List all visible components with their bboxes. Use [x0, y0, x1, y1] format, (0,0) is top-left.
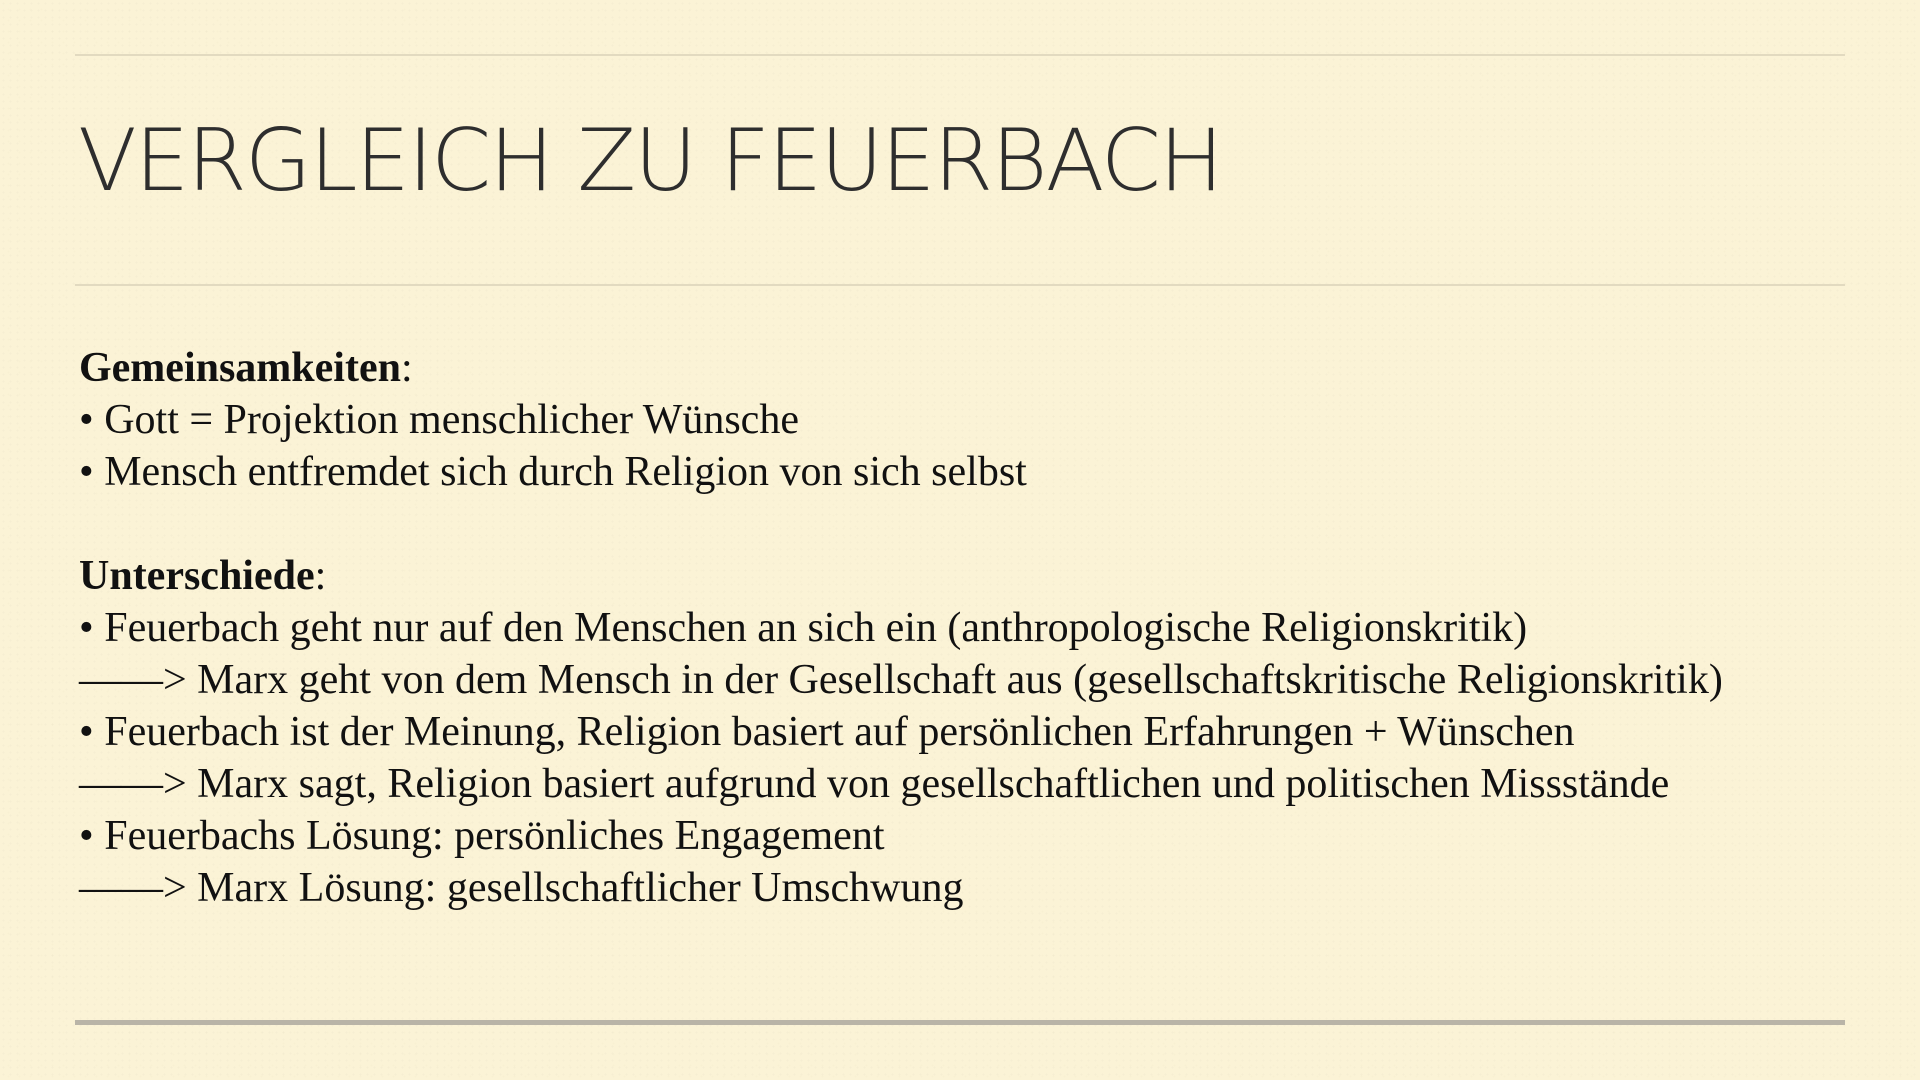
heading-colon: :	[314, 553, 327, 599]
slide-body	[79, 342, 1879, 914]
list-item: • Feuerbachs Lösung: persönliches Engagement	[79, 813, 885, 859]
list-item: ——> Marx sagt, Religion basiert aufgrund von gesellschaftlichen und politischen Missstände	[79, 761, 1670, 807]
list-item: • Feuerbach ist der Meinung, Religion basiert auf persönlichen Erfahrungen + Wünschen	[79, 709, 1575, 755]
bottom-divider	[75, 1020, 1845, 1025]
slide-title: VERGLEICH ZU FEUERBACH	[78, 111, 1222, 211]
list-item: • Mensch entfremdet sich durch Religion von sich selbst	[79, 449, 1027, 495]
gemeinsamkeiten-heading-text: Gemeinsamkeiten	[79, 345, 401, 391]
section-spacer	[79, 498, 1879, 550]
list-item: ——> Marx geht von dem Mensch in der Gesellschaft aus (gesellschaftskritische Religionskritik)	[79, 657, 1723, 703]
top-divider	[75, 54, 1845, 56]
title-divider	[75, 284, 1845, 286]
list-item: • Gott = Projektion menschlicher Wünsche	[79, 397, 799, 443]
list-item: ——> Marx Lösung: gesellschaftlicher Umschwung	[79, 865, 964, 911]
list-item: • Feuerbach geht nur auf den Menschen an sich ein (anthropologische Religionskritik)	[79, 605, 1528, 651]
heading-colon: :	[400, 345, 413, 391]
unterschiede-heading	[79, 550, 1879, 602]
unterschiede-heading-text: Unterschiede	[79, 553, 315, 599]
gemeinsamkeiten-heading	[79, 342, 1879, 394]
